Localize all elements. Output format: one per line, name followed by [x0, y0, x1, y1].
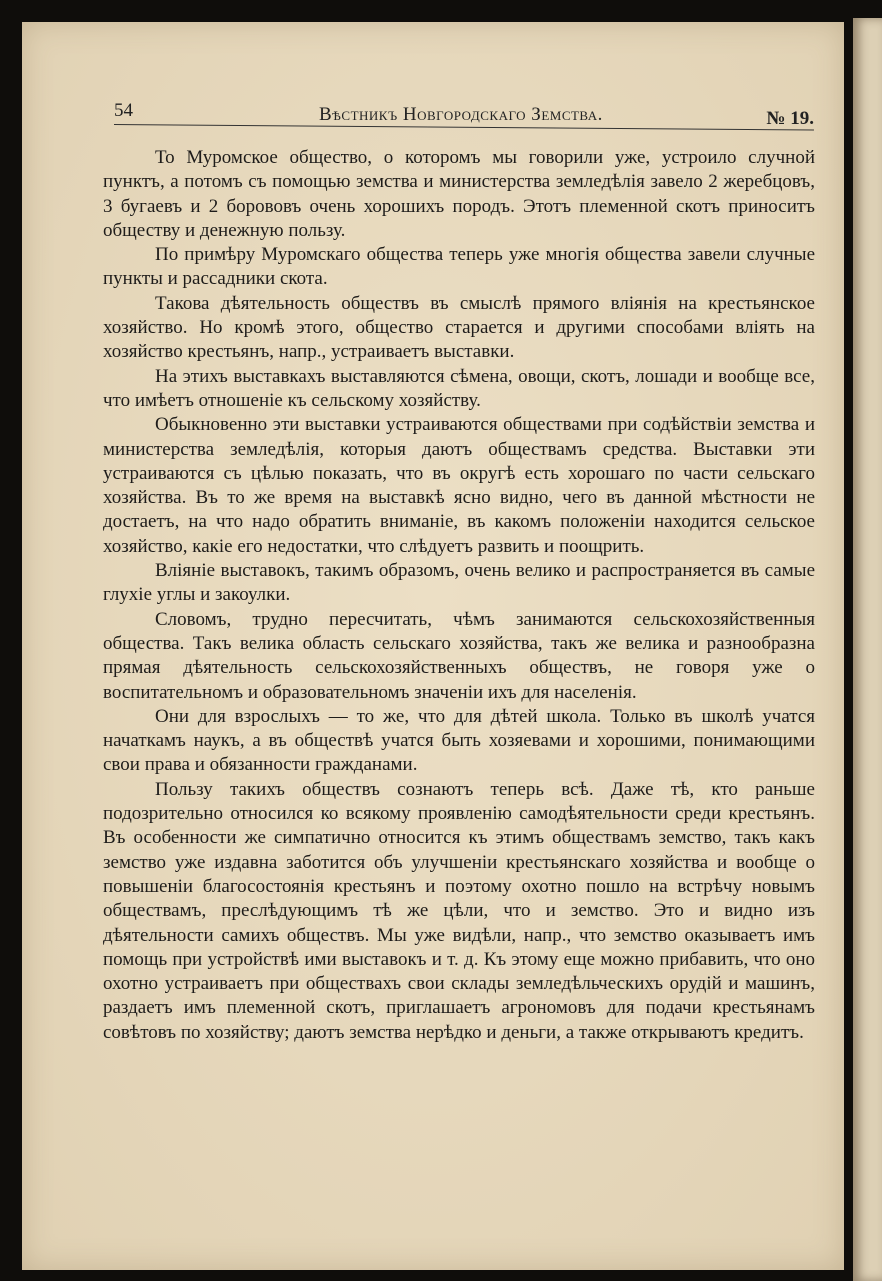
paragraph: Словомъ, трудно пересчитать, чѣмъ занимаются сельскохозяйственныя общества. Такъ велика область сельскаго хозяйства, такъ же велика и разнообразна прямая дѣятельность сельскохозяйственныхъ обществъ, не говоря уже о воспитательномъ и образовательномъ значеніи ихъ для населенія. [103, 608, 815, 703]
body-text [103, 146, 815, 1045]
page-number: 54 [114, 100, 133, 121]
issue-number: № 19. [766, 108, 814, 129]
paragraph: Обыкновенно эти выставки устраиваются обществами при содѣйствіи земства и министерства земледѣлія, которыя даютъ обществамъ средства. Выставки эти устраиваются съ цѣлью показать, что въ округѣ есть хорошаго по части сельскаго хозяйства. Въ то же время на выставкѣ ясно видно, чего въ данной мѣстности не достаетъ, на что надо обратить вниманіе, въ какомъ положеніи находится сельское хозяйство, какіе его недостатки, что слѣдуетъ развить и поощрить. [103, 414, 815, 557]
paragraph: По примѣру Муромскаго общества теперь уже многія общества завели случные пункты и расcадники скота. [103, 244, 815, 290]
paragraph: Такова дѣятельность обществъ въ смыслѣ прямого вліянія на крестьянское хозяйство. Но кромѣ этого, общество старается и другими способами вліять на хозяйство крестьянъ, напр., устраиваетъ выставки. [103, 292, 815, 363]
paragraph: Пользу такихъ обществъ сознаютъ теперь всѣ. Даже тѣ, кто раньше подозрительно относился ко всякому проявленію самодѣятельности среди крестьянъ. Въ особенности же симпатично относится къ этимъ обществамъ земство, такъ какъ земство уже издавна заботится объ улучшеніи крестьянскаго хозяйства и вообще о повышеніи благосостоянія крестьянъ и поэтому охотно пошло на встрѣчу новымъ обществамъ, преслѣдующимъ тѣ же цѣли, что и земство. Это и видно изъ дѣятельности самихъ обществъ. Мы уже видѣли, напр., что земство оказываетъ имъ помощь при устройствѣ ими выставокъ и т. д. Къ этому еще можно прибавить, что оно охотно устраиваетъ при обществахъ свои склады земледѣльческихъ орудій и машинъ, раздаетъ имъ племенной скотъ, приглашаетъ агрономовъ для подачи крестьянамъ совѣтовъ по хозяйству; даютъ земства нерѣдко и деньги, а также открываютъ кредитъ. [103, 778, 815, 1043]
paragraph: То Муромское общество, о которомъ мы говорили уже, устроило случной пунктъ, а потомъ съ помощью земства и министерства земледѣлія завело 2 жеребцовъ, 3 бугаевъ и 2 борововъ очень хорошихъ породъ. Этотъ племенной скотъ приноситъ обществу и денежную пользу. [103, 147, 815, 241]
running-header [114, 96, 814, 129]
paragraph: Они для взрослыхъ — то же, что для дѣтей школа. Только въ школѣ учатся начаткамъ наукъ, а въ обществѣ учатся быть хозяевами и хорошими, понимающими свои права и обязанности гражданами. [103, 705, 815, 776]
paragraph: Вліяніе выставокъ, такимъ образомъ, очень велико и распространяется въ самые глухіе углы и закоулки. [103, 560, 815, 606]
next-page-edge [853, 18, 882, 1281]
journal-title: Вѣстникъ Новгородскаго Земства. [319, 104, 603, 125]
paragraph: На этихъ выставкахъ выставляются сѣмена, овощи, скотъ, лошади и вообще все, что имѣетъ отношеніе къ сельскому хозяйству. [103, 365, 815, 411]
